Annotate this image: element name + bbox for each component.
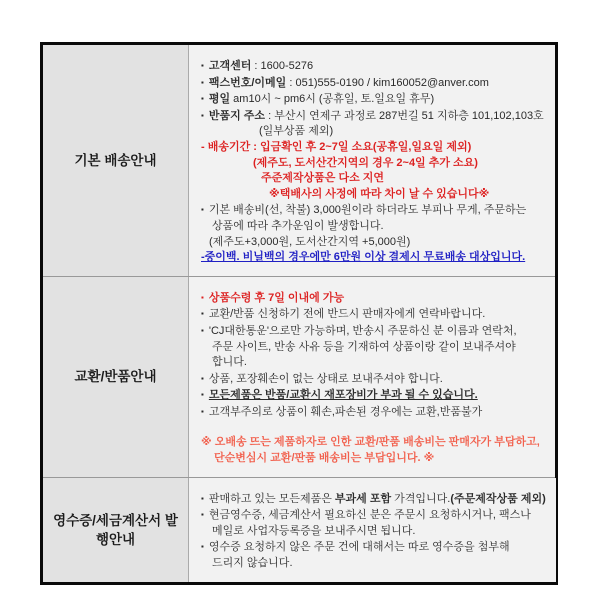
content-line [201,140,545,156]
text-segment: ※택배사의 사정에 따라 차이 날 수 있습니다※ [269,187,490,200]
text-segment: am10시 ~ pm6시 (공휴일, 토.일요일 휴무) [230,93,435,106]
content-line [201,451,545,467]
content-line [201,124,545,140]
bullet-icon: ▪ [201,77,204,87]
content-line [201,58,545,75]
content-line [201,556,546,572]
content-line [201,235,545,251]
text-segment: 단순변심시 교환/판품 배송비는 부담입니다. ※ [214,452,435,465]
content-line [201,404,545,421]
text-segment: 주문 사이트, 반송 사유 등을 기재하여 상품이랑 같이 보내주셔야 [212,340,516,353]
text-segment: : 1600-5276 [251,60,314,72]
text-segment: 평일 [208,93,231,106]
text-segment: (제주도+3,000원, 도서산간지역 +5,000원) [209,235,411,248]
bullet-icon: ▪ [201,61,204,70]
content-line [201,539,546,556]
text-segment: 상품수령 후 7일 이내에 가능 [208,291,345,304]
text-segment: 고객부주의로 상품이 훼손,파손된 경우에는 교환,반품불가 [208,405,483,418]
text-segment: 모든제품은 반품/교환시 재포장비가 부과 될 수 있습니다. [208,389,478,402]
bullet-icon: ▪ [201,110,204,120]
section-title: 영수증/세금계산서 발행안내 [43,478,189,582]
section-content [189,277,555,477]
text-segment: (제주도, 도서산간지역의 경우 2~4일 추가 소요) [253,156,478,169]
content-line [201,250,545,266]
section-title: 교환/반품안내 [43,277,189,477]
text-segment: 주준제작상품은 다소 지연 [261,172,384,185]
content-line [201,108,545,125]
bullet-icon: ▪ [201,325,204,335]
text-segment: 가격입니다. [391,492,451,505]
text-segment: 부과세 포함 [334,492,392,505]
text-segment: 합니다. [212,356,247,369]
bullet-icon: ▪ [201,406,204,416]
text-segment: : 051)555-0190 / kim160052@anver.com [286,76,489,89]
table-row [43,45,555,277]
text-segment: 기본 배송비(선, 착불) 3,000원이라 하더라도 부피나 무게, 주문하는 [208,204,527,217]
text-segment: 상품에 따라 추가운임이 발생합니다. [212,219,384,232]
bullet-icon: ▪ [201,94,204,104]
section-content [189,45,555,276]
bullet-icon: ▪ [201,493,204,503]
content-line [201,156,545,172]
text-segment: - 배송기간 : 입금확인 후 2~7일 소요(공휴일,일요일 제외) [201,140,472,153]
text-segment: 드리지 않습니다. [212,557,293,570]
text-segment: 영수증 요청하지 않은 주문 건에 대해서는 따로 영수증을 첨부해 [208,541,510,554]
content-line [201,306,545,323]
text-segment: 교환/반품 신청하기 전에 반드시 판매자에게 연락바랍니다. [208,308,486,321]
info-table [40,42,558,585]
bullet-icon: ▪ [201,292,204,302]
content-line [201,491,546,508]
text-segment: : 부산시 연제구 과정로 287번길 51 지하층 101,102,103호 [265,109,544,122]
spacer-line [201,420,545,435]
content-line [201,340,545,356]
content-line [201,355,545,371]
content-line [201,219,545,235]
table-row [43,277,555,478]
text-segment: -중이백. 비닐백의 경우에만 6만원 이상 결제시 무료배송 대상입니다. [201,251,526,264]
text-segment: 판매하고 있는 모든제품은 [208,492,335,505]
content-line [201,202,545,219]
bullet-icon: ▪ [201,205,204,215]
section-content [189,478,556,582]
text-segment: 'CJ대한통운'으로만 가능하며, 반송시 주문하신 분 이름과 연락처, [208,324,517,337]
content-line [201,524,546,540]
bullet-icon: ▪ [201,510,204,520]
bullet-icon: ▪ [201,542,204,552]
table-row [43,478,555,582]
text-segment: 메일로 사업자등록증을 보내주시면 됩니다. [212,524,416,537]
content-line [201,91,545,108]
text-segment: ※ 오배송 뜨는 제품하자로 인한 교환/판품 배송비는 판매자가 부담하고, [201,436,540,449]
content-line [201,435,545,451]
content-line [201,371,545,388]
bullet-icon: ▪ [201,373,204,383]
text-segment: (주문제작상품 제외) [450,492,546,505]
text-segment: 팩스번호/이메일 [208,76,287,89]
text-segment: 상품, 포장훼손이 없는 상태로 보내주셔야 합니다. [208,372,443,385]
content-line [201,323,545,340]
content-line [201,171,545,187]
text-segment: 고객센터 [208,60,252,72]
content-line [201,187,545,203]
text-segment: 현금영수증, 세금계산서 필요하신 분은 주문시 요청하시거나, 팩스나 [208,509,531,522]
content-line [201,387,545,404]
bullet-icon: ▪ [201,390,204,400]
section-title: 기본 배송안내 [43,45,189,276]
content-line [201,507,546,524]
text-segment: (일부상품 제외) [259,125,334,138]
bullet-icon: ▪ [201,309,204,319]
content-line [201,290,545,307]
content-line [201,75,545,92]
text-segment: 반품지 주소 [208,109,266,122]
